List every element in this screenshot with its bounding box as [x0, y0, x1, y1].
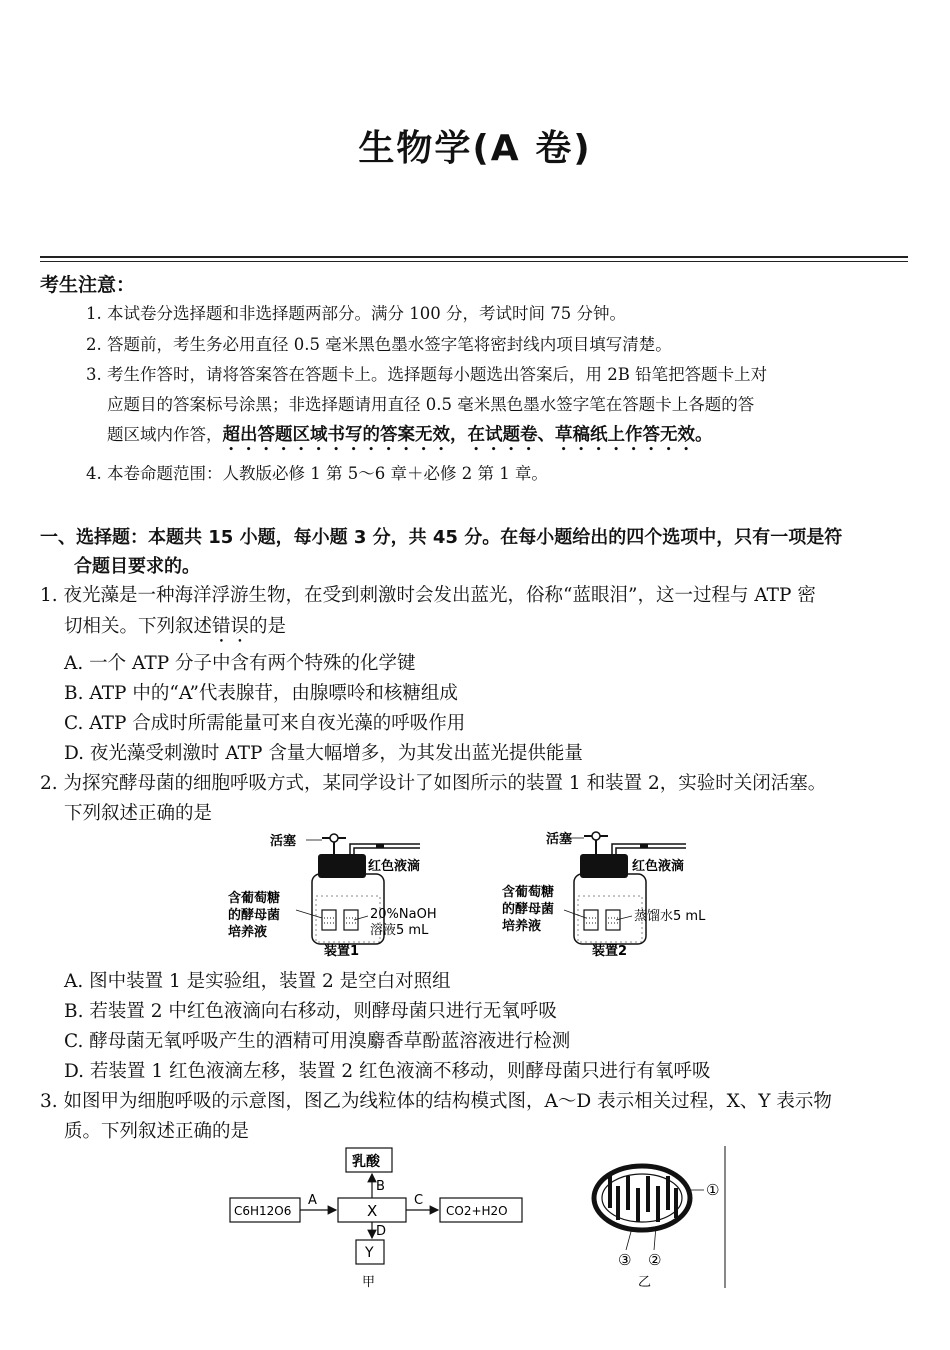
marker-2: ②: [648, 1251, 662, 1269]
arrow-a-label: A: [308, 1193, 317, 1208]
notice-item-4: 4. 本卷命题范围：人教版必修 1 第 5～6 章＋必修 2 第 1 章。: [86, 464, 548, 483]
notice-heading: 考生注意：: [40, 274, 136, 296]
co2-label: CO2+H2O: [446, 1204, 508, 1218]
device-2-label: 装置2: [592, 944, 628, 959]
notice-item-1: 1. 本试卷分选择题和非选择题两部分。满分 100 分，考试时间 75 分钟。: [86, 304, 626, 323]
arrow-d-label: D: [376, 1224, 387, 1239]
q2-option-b: B. 若装置 2 中红色液滴向右移动，则酵母菌只进行无氧呼吸: [64, 1001, 557, 1022]
q2-apparatus-figure: [220, 826, 730, 960]
q2-option-a: A. 图中装置 1 是实验组，装置 2 是空白对照组: [64, 971, 451, 992]
stopcock-label-2: 活塞: [546, 832, 573, 847]
droplet-label-2: 红色液滴: [632, 859, 685, 874]
marker-3: ③: [618, 1251, 632, 1269]
section-heading-line-2: 合题目要求的。: [74, 556, 200, 577]
q2-stem-line-2: 下列叙述正确的是: [64, 803, 213, 824]
water-label: 蒸馏水5 mL: [634, 909, 706, 924]
naoh-label-b: 溶液5 mL: [370, 923, 429, 938]
culture-label-2a: 含葡萄糖: [502, 885, 555, 900]
notice-item-2: 2. 答题前，考生务必用直径 0.5 毫米黑色墨水签字笔将密封线内项目填写清楚。: [86, 335, 672, 354]
figure-jia-label: 甲: [362, 1275, 376, 1290]
notice-item-3-line-2: 应题目的答案标号涂黑；非选择题请用直径 0.5 毫米黑色墨水签字笔在答题卡上各题的答: [107, 395, 755, 414]
header-rule-thin: [40, 261, 908, 262]
header-rule: [40, 256, 908, 258]
q2-option-d: D. 若装置 1 红色液滴左移，装置 2 红色液滴不移动，则酵母菌只进行有氧呼吸: [64, 1061, 711, 1082]
arrow-b-label: B: [376, 1179, 385, 1194]
q2-option-c: C. 酵母菌无氧呼吸产生的酒精可用溴麝香草酚蓝溶液进行检测: [64, 1031, 571, 1052]
culture-label-2c: 培养液: [502, 919, 542, 934]
culture-label-1a: 含葡萄糖: [228, 891, 281, 906]
notice-item-3-line-1: 3. 考生作答时，请将答案答在答题卡上。选择题每小题选出答案后，用 2B 铅笔把答题卡上对: [86, 365, 768, 384]
mitochondrion-diagram: [594, 1166, 704, 1250]
culture-label-1b: 的酵母菌: [228, 908, 281, 923]
culture-label-2b: 的酵母菌: [502, 902, 555, 917]
arrow-c-label: C: [414, 1193, 424, 1208]
droplet-label-1: 红色液滴: [368, 859, 421, 874]
page-title: 生物学(A 卷): [358, 128, 592, 169]
marker-1: ①: [706, 1181, 720, 1199]
x-label: X: [367, 1202, 378, 1220]
device-1-label: 装置1: [324, 944, 360, 959]
notice-item-3-line-3: [107, 421, 713, 455]
q1-stem-post: 的是: [249, 616, 287, 637]
q1-stem-line-2: [64, 612, 286, 647]
q1-option-b: B. ATP 中的“A”代表腺苷，由腺嘌呤和核糖组成: [64, 683, 458, 704]
q1-option-d: D. 夜光藻受刺激时 ATP 含量大幅增多，为其发出蓝光提供能量: [64, 743, 583, 764]
stopcock-label-1: 活塞: [270, 834, 297, 849]
lactic-acid-label: 乳酸: [352, 1154, 380, 1170]
section-heading-line-1: 一、选择题：本题共 15 小题，每小题 3 分，共 45 分。在每小题给出的四个选项中，只有一项是符: [40, 527, 843, 548]
notice-item-3-plain: 题区域内作答，: [107, 425, 223, 444]
apparatus-2: [564, 832, 686, 944]
q3-stem-line-1: 3. 如图甲为细胞呼吸的示意图，图乙为线粒体的结构模式图，A～D 表示相关过程，X、Y 表示物: [40, 1091, 832, 1112]
q1-stem-line-1: 1. 夜光藻是一种海洋浮游生物，在受到刺激时会发出蓝光，俗称“蓝眼泪”，这一过程与 ATP 密: [40, 585, 816, 606]
q3-respiration-figure: [220, 1146, 740, 1292]
q1-option-a: A. 一个 ATP 分子中含有两个特殊的化学键: [64, 653, 416, 674]
q3-stem-line-2: 质。下列叙述正确的是: [64, 1121, 250, 1142]
y-label: Y: [365, 1245, 374, 1261]
q1-option-c: C. ATP 合成时所需能量可来自夜光藻的呼吸作用: [64, 713, 466, 734]
notice-item-3-emphasis: 超出答题区域书写的答案无效，在试题卷、草稿纸上作答无效。: [222, 425, 713, 445]
glucose-label: C6H12O6: [234, 1204, 292, 1218]
naoh-label-a: 20%NaOH: [370, 907, 437, 922]
figure-yi-label: 乙: [638, 1275, 652, 1290]
culture-label-1c: 培养液: [228, 925, 268, 940]
q1-stem-emphasis: 错误: [212, 616, 250, 637]
q1-stem-pre: 切相关。下列叙述: [64, 616, 213, 637]
q2-stem-line-1: 2. 为探究酵母菌的细胞呼吸方式，某同学设计了如图所示的装置 1 和装置 2，实验时关闭活塞。: [40, 773, 827, 794]
